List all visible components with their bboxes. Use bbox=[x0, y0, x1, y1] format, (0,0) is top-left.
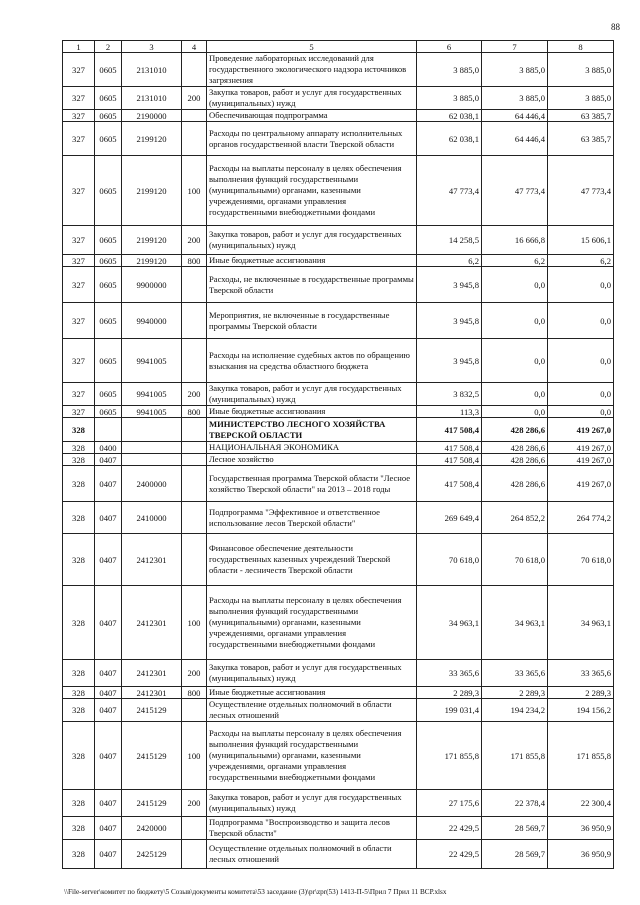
description-cell: Государственная программа Тверской области "Лесное хозяйство Тверской области" на 2013 – 2018 годы bbox=[207, 466, 417, 502]
amount-year2-cell: 16 666,8 bbox=[482, 226, 548, 255]
description-cell: Расходы, не включенные в государственные программы Тверской области bbox=[207, 267, 417, 303]
table-row bbox=[63, 534, 614, 586]
target-article-cell: 2412301 bbox=[122, 660, 182, 687]
expense-type-cell bbox=[182, 817, 207, 840]
description-cell: Иные бюджетные ассигнования bbox=[207, 255, 417, 267]
table-row bbox=[63, 383, 614, 406]
ministry-code-cell: 328 bbox=[63, 817, 95, 840]
amount-year3-cell: 33 365,6 bbox=[548, 660, 614, 687]
amount-year1-cell: 417 508,4 bbox=[417, 466, 482, 502]
target-article-cell: 2415129 bbox=[122, 790, 182, 817]
amount-year1-cell: 22 429,5 bbox=[417, 840, 482, 869]
section-code-cell: 0407 bbox=[95, 466, 122, 502]
section-code-cell bbox=[95, 418, 122, 442]
ministry-code-cell: 327 bbox=[63, 339, 95, 383]
table-row bbox=[63, 267, 614, 303]
section-code-cell: 0605 bbox=[95, 267, 122, 303]
ministry-code-cell: 327 bbox=[63, 255, 95, 267]
amount-year3-cell: 70 618,0 bbox=[548, 534, 614, 586]
target-article-cell: 2420000 bbox=[122, 817, 182, 840]
amount-year2-cell: 3 885,0 bbox=[482, 53, 548, 87]
section-code-cell: 0407 bbox=[95, 687, 122, 699]
target-article-cell: 2412301 bbox=[122, 534, 182, 586]
amount-year1-cell: 62 038,1 bbox=[417, 122, 482, 156]
target-article-cell: 2415129 bbox=[122, 699, 182, 722]
section-code-cell: 0400 bbox=[95, 442, 122, 454]
amount-year2-cell: 428 286,6 bbox=[482, 466, 548, 502]
amount-year1-cell: 171 855,8 bbox=[417, 722, 482, 790]
expense-type-cell bbox=[182, 534, 207, 586]
target-article-cell bbox=[122, 418, 182, 442]
expense-type-cell bbox=[182, 442, 207, 454]
amount-year2-cell: 2 289,3 bbox=[482, 687, 548, 699]
target-article-cell: 2415129 bbox=[122, 722, 182, 790]
expense-type-cell bbox=[182, 122, 207, 156]
amount-year2-cell: 171 855,8 bbox=[482, 722, 548, 790]
column-header: 3 bbox=[122, 41, 182, 53]
section-code-cell: 0407 bbox=[95, 790, 122, 817]
column-header: 2 bbox=[95, 41, 122, 53]
amount-year1-cell: 22 429,5 bbox=[417, 817, 482, 840]
ministry-code-cell: 328 bbox=[63, 502, 95, 534]
expense-type-cell bbox=[182, 267, 207, 303]
description-cell: Финансовое обеспечение деятельности государственных казенных учреждений Тверской области - лесничеств Тверской области bbox=[207, 534, 417, 586]
section-code-cell: 0605 bbox=[95, 53, 122, 87]
ministry-code-cell: 328 bbox=[63, 687, 95, 699]
expense-type-cell: 200 bbox=[182, 790, 207, 817]
description-cell: Расходы по центральному аппарату исполнительных органов государственной власти Тверской области bbox=[207, 122, 417, 156]
target-article-cell: 9940000 bbox=[122, 303, 182, 339]
table-row bbox=[63, 406, 614, 418]
table-row bbox=[63, 840, 614, 869]
amount-year2-cell: 28 569,7 bbox=[482, 840, 548, 869]
amount-year2-cell: 264 852,2 bbox=[482, 502, 548, 534]
amount-year1-cell: 62 038,1 bbox=[417, 110, 482, 122]
target-article-cell: 2400000 bbox=[122, 466, 182, 502]
column-header: 1 bbox=[63, 41, 95, 53]
ministry-code-cell: 328 bbox=[63, 454, 95, 466]
amount-year3-cell: 0,0 bbox=[548, 267, 614, 303]
description-cell: Мероприятия, не включенные в государственные программы Тверской области bbox=[207, 303, 417, 339]
section-code-cell: 0407 bbox=[95, 660, 122, 687]
section-code-cell: 0407 bbox=[95, 699, 122, 722]
description-cell: Осуществление отдельных полномочий в области лесных отношений bbox=[207, 699, 417, 722]
amount-year2-cell: 28 569,7 bbox=[482, 817, 548, 840]
amount-year1-cell: 70 618,0 bbox=[417, 534, 482, 586]
target-article-cell: 2199120 bbox=[122, 226, 182, 255]
amount-year2-cell: 6,2 bbox=[482, 255, 548, 267]
expense-type-cell bbox=[182, 454, 207, 466]
expense-type-cell: 800 bbox=[182, 687, 207, 699]
amount-year1-cell: 27 175,6 bbox=[417, 790, 482, 817]
column-header: 8 bbox=[548, 41, 614, 53]
amount-year2-cell: 47 773,4 bbox=[482, 156, 548, 226]
amount-year2-cell: 33 365,6 bbox=[482, 660, 548, 687]
expense-type-cell bbox=[182, 699, 207, 722]
ministry-code-cell: 328 bbox=[63, 699, 95, 722]
amount-year2-cell: 64 446,4 bbox=[482, 110, 548, 122]
table-row bbox=[63, 418, 614, 442]
budget-table bbox=[62, 40, 614, 869]
ministry-code-cell: 328 bbox=[63, 790, 95, 817]
amount-year1-cell: 47 773,4 bbox=[417, 156, 482, 226]
description-cell: Закупка товаров, работ и услуг для государственных (муниципальных) нужд bbox=[207, 383, 417, 406]
target-article-cell: 2410000 bbox=[122, 502, 182, 534]
description-cell: Расходы на исполнение судебных актов по обращению взыскания на средства областного бюджета bbox=[207, 339, 417, 383]
amount-year3-cell: 22 300,4 bbox=[548, 790, 614, 817]
description-cell: НАЦИОНАЛЬНАЯ ЭКОНОМИКА bbox=[207, 442, 417, 454]
table-row bbox=[63, 442, 614, 454]
table-row bbox=[63, 339, 614, 383]
amount-year3-cell: 0,0 bbox=[548, 406, 614, 418]
target-article-cell: 9941005 bbox=[122, 383, 182, 406]
ministry-code-cell: 327 bbox=[63, 267, 95, 303]
table-row bbox=[63, 303, 614, 339]
expense-type-cell: 100 bbox=[182, 722, 207, 790]
amount-year1-cell: 417 508,4 bbox=[417, 454, 482, 466]
section-code-cell: 0407 bbox=[95, 817, 122, 840]
description-cell: Закупка товаров, работ и услуг для государственных (муниципальных) нужд bbox=[207, 790, 417, 817]
expense-type-cell: 200 bbox=[182, 383, 207, 406]
amount-year1-cell: 2 289,3 bbox=[417, 687, 482, 699]
amount-year3-cell: 15 606,1 bbox=[548, 226, 614, 255]
amount-year3-cell: 2 289,3 bbox=[548, 687, 614, 699]
amount-year3-cell: 63 385,7 bbox=[548, 122, 614, 156]
amount-year2-cell: 0,0 bbox=[482, 267, 548, 303]
section-code-cell: 0605 bbox=[95, 122, 122, 156]
column-header: 4 bbox=[182, 41, 207, 53]
target-article-cell: 2131010 bbox=[122, 53, 182, 87]
amount-year2-cell: 0,0 bbox=[482, 339, 548, 383]
target-article-cell: 2412301 bbox=[122, 586, 182, 660]
ministry-code-cell: 328 bbox=[63, 534, 95, 586]
table-row bbox=[63, 502, 614, 534]
ministry-code-cell: 327 bbox=[63, 122, 95, 156]
amount-year3-cell: 419 267,0 bbox=[548, 442, 614, 454]
section-code-cell: 0605 bbox=[95, 406, 122, 418]
table-row bbox=[63, 586, 614, 660]
description-cell: Проведение лабораторных исследований для государственного экологического надзора источников загрязнения bbox=[207, 53, 417, 87]
target-article-cell: 9941005 bbox=[122, 339, 182, 383]
table-row bbox=[63, 687, 614, 699]
expense-type-cell: 800 bbox=[182, 406, 207, 418]
table-row bbox=[63, 110, 614, 122]
target-article-cell: 9900000 bbox=[122, 267, 182, 303]
amount-year3-cell: 264 774,2 bbox=[548, 502, 614, 534]
table-row bbox=[63, 156, 614, 226]
amount-year2-cell: 194 234,2 bbox=[482, 699, 548, 722]
ministry-code-cell: 328 bbox=[63, 442, 95, 454]
expense-type-cell bbox=[182, 502, 207, 534]
description-cell: Расходы на выплаты персоналу в целях обеспечения выполнения функций государственными (муниципальными) органами, казенными учреждениями, органами управления государственными внебюджетными фондами bbox=[207, 586, 417, 660]
amount-year2-cell: 0,0 bbox=[482, 383, 548, 406]
description-cell: Подпрограмма "Эффективное и ответственное использование лесов Тверской области" bbox=[207, 502, 417, 534]
section-code-cell: 0605 bbox=[95, 87, 122, 110]
ministry-code-cell: 327 bbox=[63, 303, 95, 339]
amount-year3-cell: 36 950,9 bbox=[548, 817, 614, 840]
amount-year2-cell: 64 446,4 bbox=[482, 122, 548, 156]
description-cell: Иные бюджетные ассигнования bbox=[207, 406, 417, 418]
section-code-cell: 0605 bbox=[95, 226, 122, 255]
amount-year2-cell: 0,0 bbox=[482, 303, 548, 339]
amount-year3-cell: 0,0 bbox=[548, 383, 614, 406]
file-path-footer: \\File-server\комитет по бюджету\5 Созыв\документы комитета\53 заседание (3)\pr\zpr(53) 1413-П-5\Прил 7 Прил 11 ВСР.xlsx bbox=[64, 888, 447, 896]
target-article-cell: 2412301 bbox=[122, 687, 182, 699]
ministry-code-cell: 328 bbox=[63, 840, 95, 869]
section-code-cell: 0407 bbox=[95, 534, 122, 586]
expense-type-cell bbox=[182, 466, 207, 502]
expense-type-cell bbox=[182, 303, 207, 339]
description-cell: Обеспечивающая подпрограмма bbox=[207, 110, 417, 122]
section-code-cell: 0605 bbox=[95, 156, 122, 226]
table-row bbox=[63, 226, 614, 255]
table-row bbox=[63, 660, 614, 687]
target-article-cell: 2199120 bbox=[122, 255, 182, 267]
section-code-cell: 0407 bbox=[95, 586, 122, 660]
amount-year1-cell: 3 945,8 bbox=[417, 267, 482, 303]
ministry-code-cell: 327 bbox=[63, 87, 95, 110]
amount-year2-cell: 428 286,6 bbox=[482, 418, 548, 442]
amount-year2-cell: 428 286,6 bbox=[482, 454, 548, 466]
expense-type-cell bbox=[182, 418, 207, 442]
amount-year1-cell: 3 945,8 bbox=[417, 303, 482, 339]
table-row bbox=[63, 699, 614, 722]
amount-year1-cell: 417 508,4 bbox=[417, 442, 482, 454]
ministry-code-cell: 327 bbox=[63, 226, 95, 255]
amount-year1-cell: 3 885,0 bbox=[417, 53, 482, 87]
expense-type-cell bbox=[182, 53, 207, 87]
table-header-row bbox=[63, 41, 614, 53]
amount-year3-cell: 63 385,7 bbox=[548, 110, 614, 122]
amount-year1-cell: 3 885,0 bbox=[417, 87, 482, 110]
amount-year3-cell: 419 267,0 bbox=[548, 418, 614, 442]
expense-type-cell: 100 bbox=[182, 586, 207, 660]
target-article-cell: 9941005 bbox=[122, 406, 182, 418]
amount-year3-cell: 6,2 bbox=[548, 255, 614, 267]
ministry-code-cell: 327 bbox=[63, 383, 95, 406]
section-code-cell: 0407 bbox=[95, 722, 122, 790]
ministry-code-cell: 328 bbox=[63, 722, 95, 790]
description-cell: Закупка товаров, работ и услуг для государственных (муниципальных) нужд bbox=[207, 87, 417, 110]
amount-year1-cell: 199 031,4 bbox=[417, 699, 482, 722]
ministry-code-cell: 327 bbox=[63, 156, 95, 226]
section-code-cell: 0605 bbox=[95, 383, 122, 406]
target-article-cell: 2199120 bbox=[122, 156, 182, 226]
section-code-cell: 0605 bbox=[95, 110, 122, 122]
ministry-code-cell: 328 bbox=[63, 466, 95, 502]
expense-type-cell bbox=[182, 110, 207, 122]
ministry-code-cell: 327 bbox=[63, 406, 95, 418]
amount-year2-cell: 22 378,4 bbox=[482, 790, 548, 817]
column-header: 5 bbox=[207, 41, 417, 53]
expense-type-cell: 200 bbox=[182, 660, 207, 687]
amount-year1-cell: 6,2 bbox=[417, 255, 482, 267]
section-code-cell: 0605 bbox=[95, 303, 122, 339]
description-cell: Расходы на выплаты персоналу в целях обеспечения выполнения функций государственными (муниципальными) органами, казенными учреждениями, органами управления государственными внебюджетными фондами bbox=[207, 156, 417, 226]
section-code-cell: 0605 bbox=[95, 339, 122, 383]
description-cell: Осуществление отдельных полномочий в области лесных отношений bbox=[207, 840, 417, 869]
target-article-cell: 2190000 bbox=[122, 110, 182, 122]
description-cell: Иные бюджетные ассигнования bbox=[207, 687, 417, 699]
table-row bbox=[63, 722, 614, 790]
ministry-code-cell: 328 bbox=[63, 418, 95, 442]
expense-type-cell: 800 bbox=[182, 255, 207, 267]
amount-year3-cell: 171 855,8 bbox=[548, 722, 614, 790]
amount-year1-cell: 33 365,6 bbox=[417, 660, 482, 687]
table-row bbox=[63, 53, 614, 87]
target-article-cell bbox=[122, 442, 182, 454]
ministry-code-cell: 328 bbox=[63, 586, 95, 660]
target-article-cell: 2199120 bbox=[122, 122, 182, 156]
amount-year2-cell: 70 618,0 bbox=[482, 534, 548, 586]
expense-type-cell bbox=[182, 840, 207, 869]
section-code-cell: 0407 bbox=[95, 454, 122, 466]
column-header: 6 bbox=[417, 41, 482, 53]
table-row bbox=[63, 122, 614, 156]
amount-year2-cell: 3 885,0 bbox=[482, 87, 548, 110]
amount-year3-cell: 0,0 bbox=[548, 303, 614, 339]
amount-year1-cell: 3 832,5 bbox=[417, 383, 482, 406]
table-row bbox=[63, 454, 614, 466]
expense-type-cell: 100 bbox=[182, 156, 207, 226]
target-article-cell: 2425129 bbox=[122, 840, 182, 869]
target-article-cell bbox=[122, 454, 182, 466]
amount-year2-cell: 428 286,6 bbox=[482, 442, 548, 454]
ministry-code-cell: 327 bbox=[63, 110, 95, 122]
section-code-cell: 0407 bbox=[95, 840, 122, 869]
amount-year3-cell: 419 267,0 bbox=[548, 466, 614, 502]
amount-year1-cell: 417 508,4 bbox=[417, 418, 482, 442]
page-number: 88 bbox=[611, 22, 620, 32]
expense-type-cell bbox=[182, 339, 207, 383]
amount-year1-cell: 34 963,1 bbox=[417, 586, 482, 660]
description-cell: МИНИСТЕРСТВО ЛЕСНОГО ХОЗЯЙСТВА ТВЕРСКОЙ ОБЛАСТИ bbox=[207, 418, 417, 442]
amount-year3-cell: 34 963,1 bbox=[548, 586, 614, 660]
section-code-cell: 0605 bbox=[95, 255, 122, 267]
target-article-cell: 2131010 bbox=[122, 87, 182, 110]
table-row bbox=[63, 790, 614, 817]
ministry-code-cell: 327 bbox=[63, 53, 95, 87]
expense-type-cell: 200 bbox=[182, 87, 207, 110]
amount-year1-cell: 113,3 bbox=[417, 406, 482, 418]
ministry-code-cell: 328 bbox=[63, 660, 95, 687]
description-cell: Расходы на выплаты персоналу в целях обеспечения выполнения функций государственными (муниципальными) органами, казенными учреждениями, органами управления государственными внебюджетными фондами bbox=[207, 722, 417, 790]
description-cell: Подпрограмма "Воспроизводство и защита лесов Тверской области" bbox=[207, 817, 417, 840]
amount-year2-cell: 0,0 bbox=[482, 406, 548, 418]
amount-year3-cell: 194 156,2 bbox=[548, 699, 614, 722]
amount-year1-cell: 3 945,8 bbox=[417, 339, 482, 383]
description-cell: Лесное хозяйство bbox=[207, 454, 417, 466]
amount-year2-cell: 34 963,1 bbox=[482, 586, 548, 660]
column-header: 7 bbox=[482, 41, 548, 53]
expense-type-cell: 200 bbox=[182, 226, 207, 255]
amount-year1-cell: 269 649,4 bbox=[417, 502, 482, 534]
table-row bbox=[63, 87, 614, 110]
amount-year3-cell: 419 267,0 bbox=[548, 454, 614, 466]
description-cell: Закупка товаров, работ и услуг для государственных (муниципальных) нужд bbox=[207, 226, 417, 255]
table-row bbox=[63, 466, 614, 502]
description-cell: Закупка товаров, работ и услуг для государственных (муниципальных) нужд bbox=[207, 660, 417, 687]
amount-year1-cell: 14 258,5 bbox=[417, 226, 482, 255]
table-row bbox=[63, 817, 614, 840]
section-code-cell: 0407 bbox=[95, 502, 122, 534]
table-row bbox=[63, 255, 614, 267]
amount-year3-cell: 3 885,0 bbox=[548, 53, 614, 87]
amount-year3-cell: 36 950,9 bbox=[548, 840, 614, 869]
amount-year3-cell: 3 885,0 bbox=[548, 87, 614, 110]
amount-year3-cell: 47 773,4 bbox=[548, 156, 614, 226]
amount-year3-cell: 0,0 bbox=[548, 339, 614, 383]
